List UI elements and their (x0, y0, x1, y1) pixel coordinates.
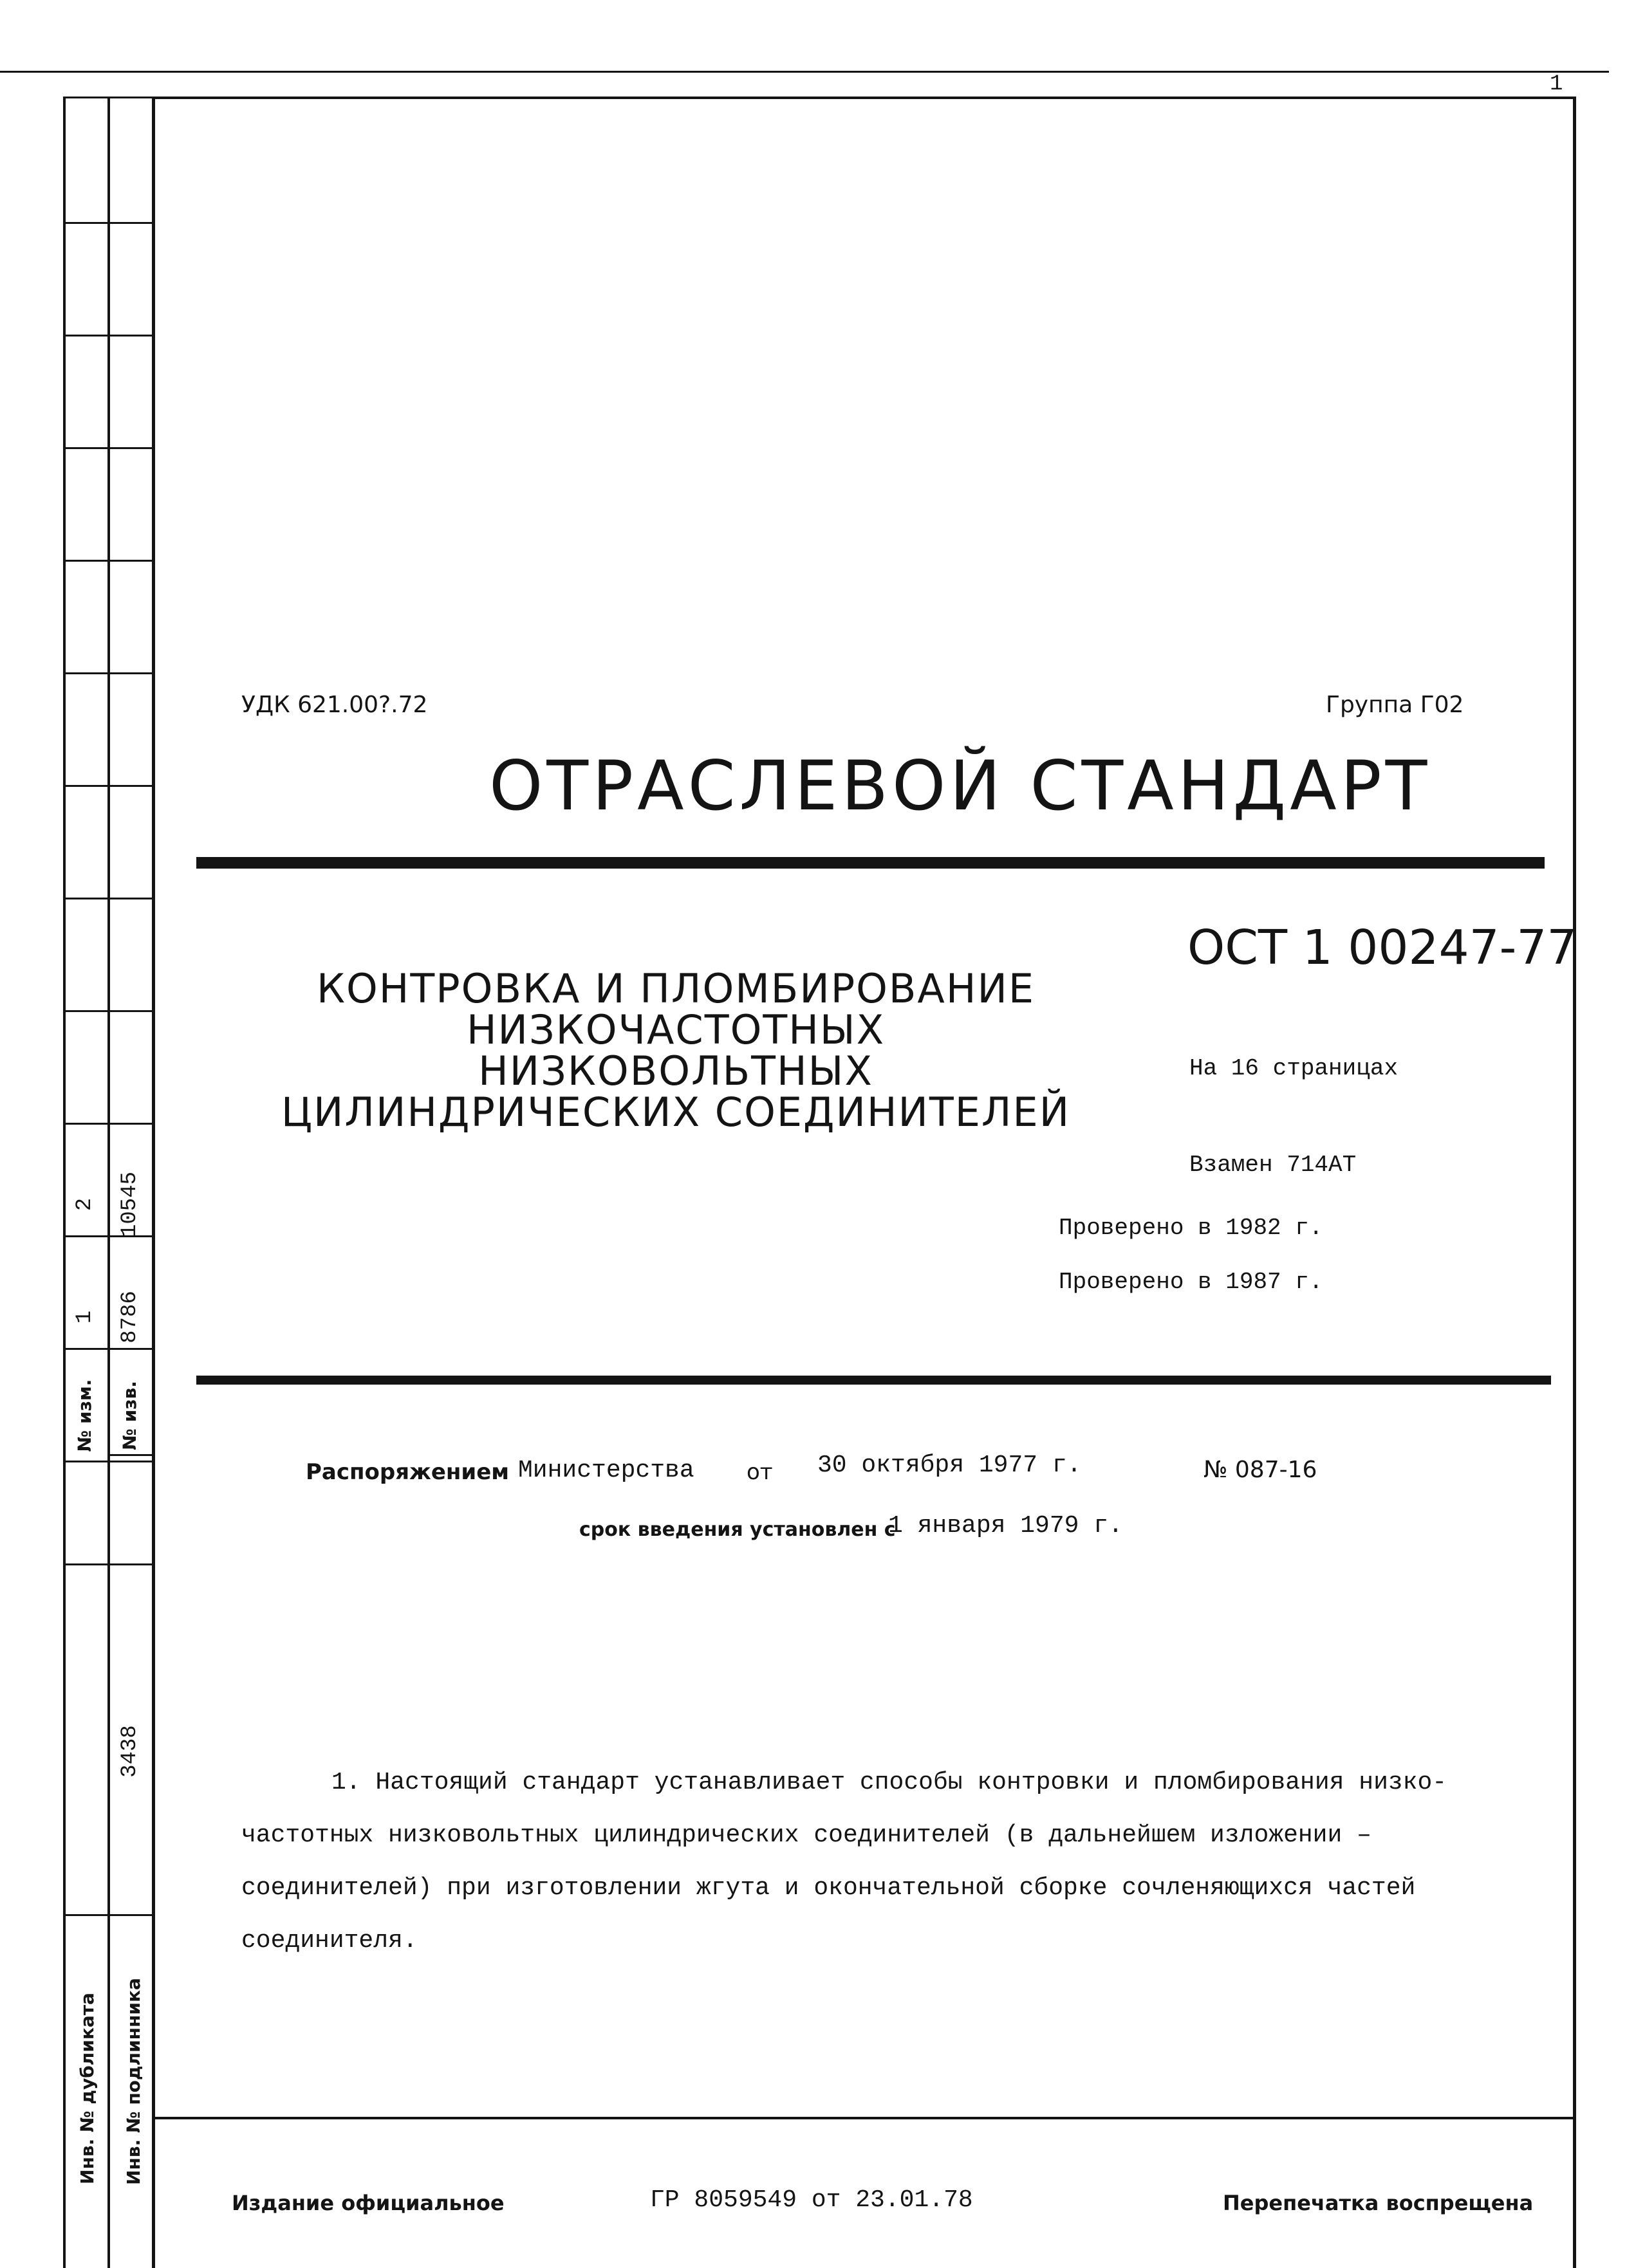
sidebar-rule (63, 1123, 153, 1125)
frame-right (1573, 97, 1576, 2268)
sidebar-rule (63, 1461, 153, 1462)
checked-1987: Проверено в 1987 г. (1059, 1269, 1323, 1295)
order-date: 30 октября 1977 г. (817, 1452, 1082, 1479)
frame-top (152, 97, 1576, 99)
sidebar-cell-rev-2: 2 (73, 1197, 97, 1212)
sidebar-cell-notice-8786: 8786 (118, 1291, 142, 1343)
page-title: ОТРАСЛЕВОЙ СТАНДАРТ (489, 746, 1431, 825)
order-ministry: Министерства (518, 1457, 694, 1484)
sidebar-mid-line (107, 97, 110, 2268)
standard-name-line-1: КОНТРОВКА И ПЛОМБИРОВАНИЕ (316, 965, 1036, 1012)
sidebar-rule (63, 672, 153, 674)
body-paragraph (241, 1756, 1561, 1968)
footer-edition: Издание официальное (232, 2191, 505, 2215)
sidebar-rule (63, 97, 153, 98)
mid-thick-rule (196, 1376, 1551, 1385)
top-rule (0, 71, 1609, 73)
sidebar-cell-notice-10545: 10545 (118, 1171, 142, 1238)
group-code: Группа Г02 (1326, 692, 1464, 718)
order-prefix: Распоряжением (306, 1459, 510, 1485)
sidebar-rule (63, 1914, 153, 1916)
body-line-2: частотных низковольтных цилиндрических соединителей (в дальнейшем изложении – (241, 1821, 1371, 1849)
standard-name (270, 965, 1081, 1136)
sidebar-label-notice-no: № изв. (119, 1381, 140, 1450)
title-thick-rule (196, 857, 1545, 869)
standard-code: ОСТ 1 00247-77 (1187, 920, 1577, 975)
checked-1982: Проверено в 1982 г. (1059, 1215, 1323, 1241)
replaces-note: Взамен 714АТ (1189, 1152, 1357, 1178)
sidebar-rule (63, 1010, 153, 1012)
body-line-3: соединителей) при изготовлении жгута и окончательной сборке сочленяющихся частей (241, 1874, 1416, 1902)
sidebar-label-inv-original: Инв. № подлинника (123, 1978, 144, 2185)
sidebar-cell-rev-1: 1 (73, 1310, 97, 1324)
sidebar-rule (63, 560, 153, 562)
frame-left (152, 97, 155, 2268)
effective-date: 1 января 1979 г. (888, 1512, 1123, 1540)
body-line-4: соединителя. (241, 1927, 418, 1955)
footer-registration: ГР 8059549 от 23.01.78 (650, 2186, 973, 2214)
sidebar-rule (109, 1454, 153, 1456)
page-count: На 16 страницах (1189, 1055, 1399, 1082)
sidebar-rule (63, 335, 153, 337)
sidebar-outer-line (63, 97, 66, 2268)
effective-label: срок введения установлен с (579, 1518, 896, 1541)
sidebar-label-inv-duplicate: Инв. № дубликата (77, 1993, 98, 2184)
sidebar-rule (63, 1563, 153, 1565)
standard-name-line-3: ЦИЛИНДРИЧЕСКИХ СОЕДИНИТЕЛЕЙ (281, 1089, 1071, 1136)
udk-code: УДК 621.00?.72 (241, 692, 428, 718)
order-number: № 087-16 (1204, 1457, 1317, 1483)
footer-rule (152, 2117, 1576, 2119)
sidebar-rule (63, 785, 153, 787)
sidebar-inv-number: 3438 (118, 1725, 142, 1778)
order-from: от (747, 1459, 773, 1485)
sidebar-rule (63, 898, 153, 899)
sidebar-label-change-no: № изм. (74, 1379, 95, 1452)
page-number: 1 (1550, 72, 1563, 97)
body-line-1: 1. Настоящий стандарт устанавливает способы контровки и пломбирования низко- (331, 1769, 1447, 1796)
footer-reprint: Перепечатка воспрещена (1223, 2191, 1534, 2215)
sidebar-rule (63, 447, 153, 449)
standard-name-line-2: НИЗКОЧАСТОТНЫХ НИЗКОВОЛЬТНЫХ (466, 1006, 886, 1094)
sidebar-rule (63, 222, 153, 224)
